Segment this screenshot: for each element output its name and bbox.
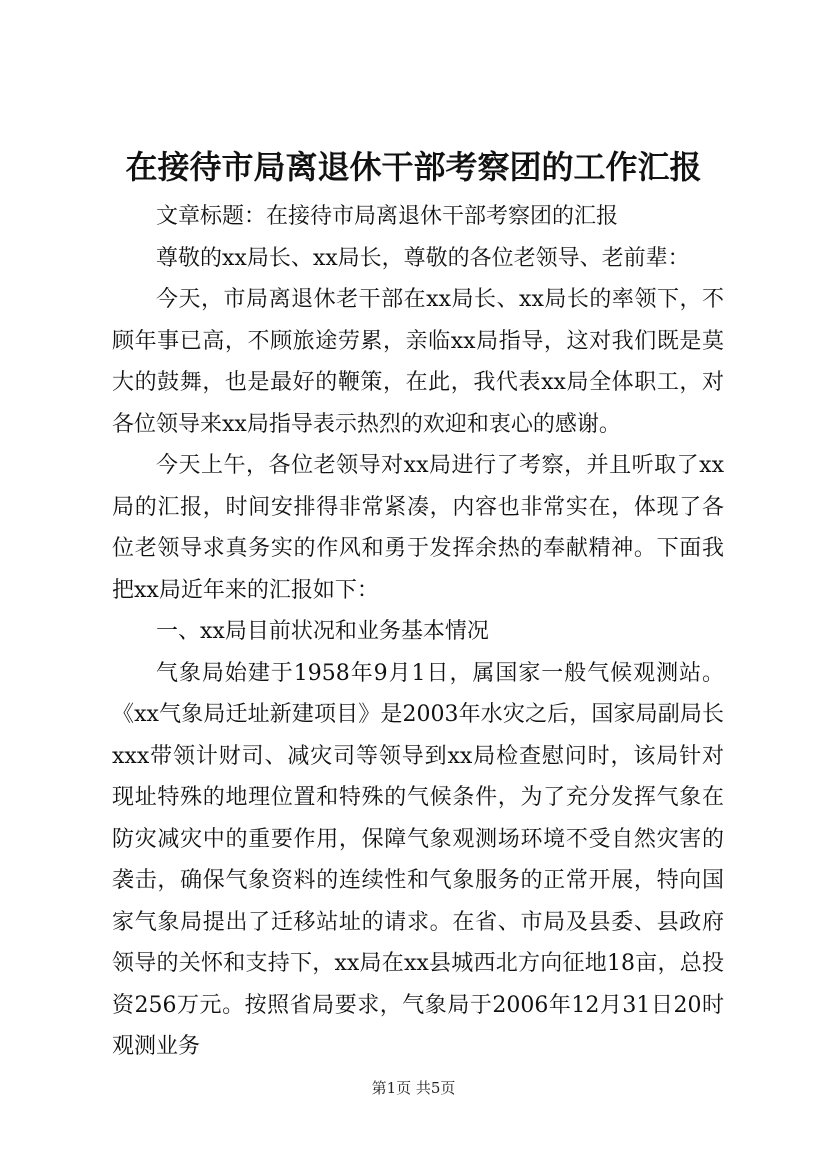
- paragraph-inspection: 今天上午，各位老领导对xx局进行了考察，并且听取了xx局的汇报，时间安排得非常紧凑，内容也非常实在，体现了各位老领导求真务实的作风和勇于发挥余热的奉献精神。下面我把xx局近年来的汇报如下：: [112, 453, 724, 603]
- document-title: 在接待市局离退休干部考察团的工作汇报: [125, 148, 702, 186]
- paragraph-history: 气象局始建于1958年9月1日，属国家一般气候观测站。《xx气象局迁址新建项目》是2003年水灾之后，国家局副局长xxx带领计财司、减灾司等领导到xx局检查慰问时，该局针对现址特殊的地理位置和特殊的气候条件，为了充分发挥气象在防灾减灾中的重要作用，保障气象观测场环境不受自然灾害的袭击，确保气象资料的连续性和气象服务的正常开展，特向国家气象局提出了迁移站址的请求。在省、市局及县委、县政府领导的关怀和支持下，xx局在xx县城西北方向征地18亩，总投资256万元。按照省局要求，气象局于2006年12月31日20时观测业务: [112, 660, 724, 1059]
- paragraph-salutation: 尊敬的xx局长、xx局长，尊敬的各位老领导、老前辈：: [156, 245, 690, 271]
- paragraph-article-heading: 文章标题：在接待市局离退休干部考察团的汇报: [156, 204, 619, 229]
- document-body: [112, 196, 724, 1068]
- section-heading-current-status: 一、xx局目前状况和业务基本情况: [156, 619, 489, 644]
- paragraph-welcome: 今天，市局离退休老干部在xx局长、xx局长的率领下，不顾年事已高，不顾旅途劳累，亲临xx局指导，这对我们既是莫大的鼓舞，也是最好的鞭策，在此，我代表xx局全体职工，对各位领导来xx局指导表示热烈的欢迎和衷心的感谢。: [112, 287, 724, 437]
- page-number-footer: 第1页 共5页: [371, 1079, 456, 1097]
